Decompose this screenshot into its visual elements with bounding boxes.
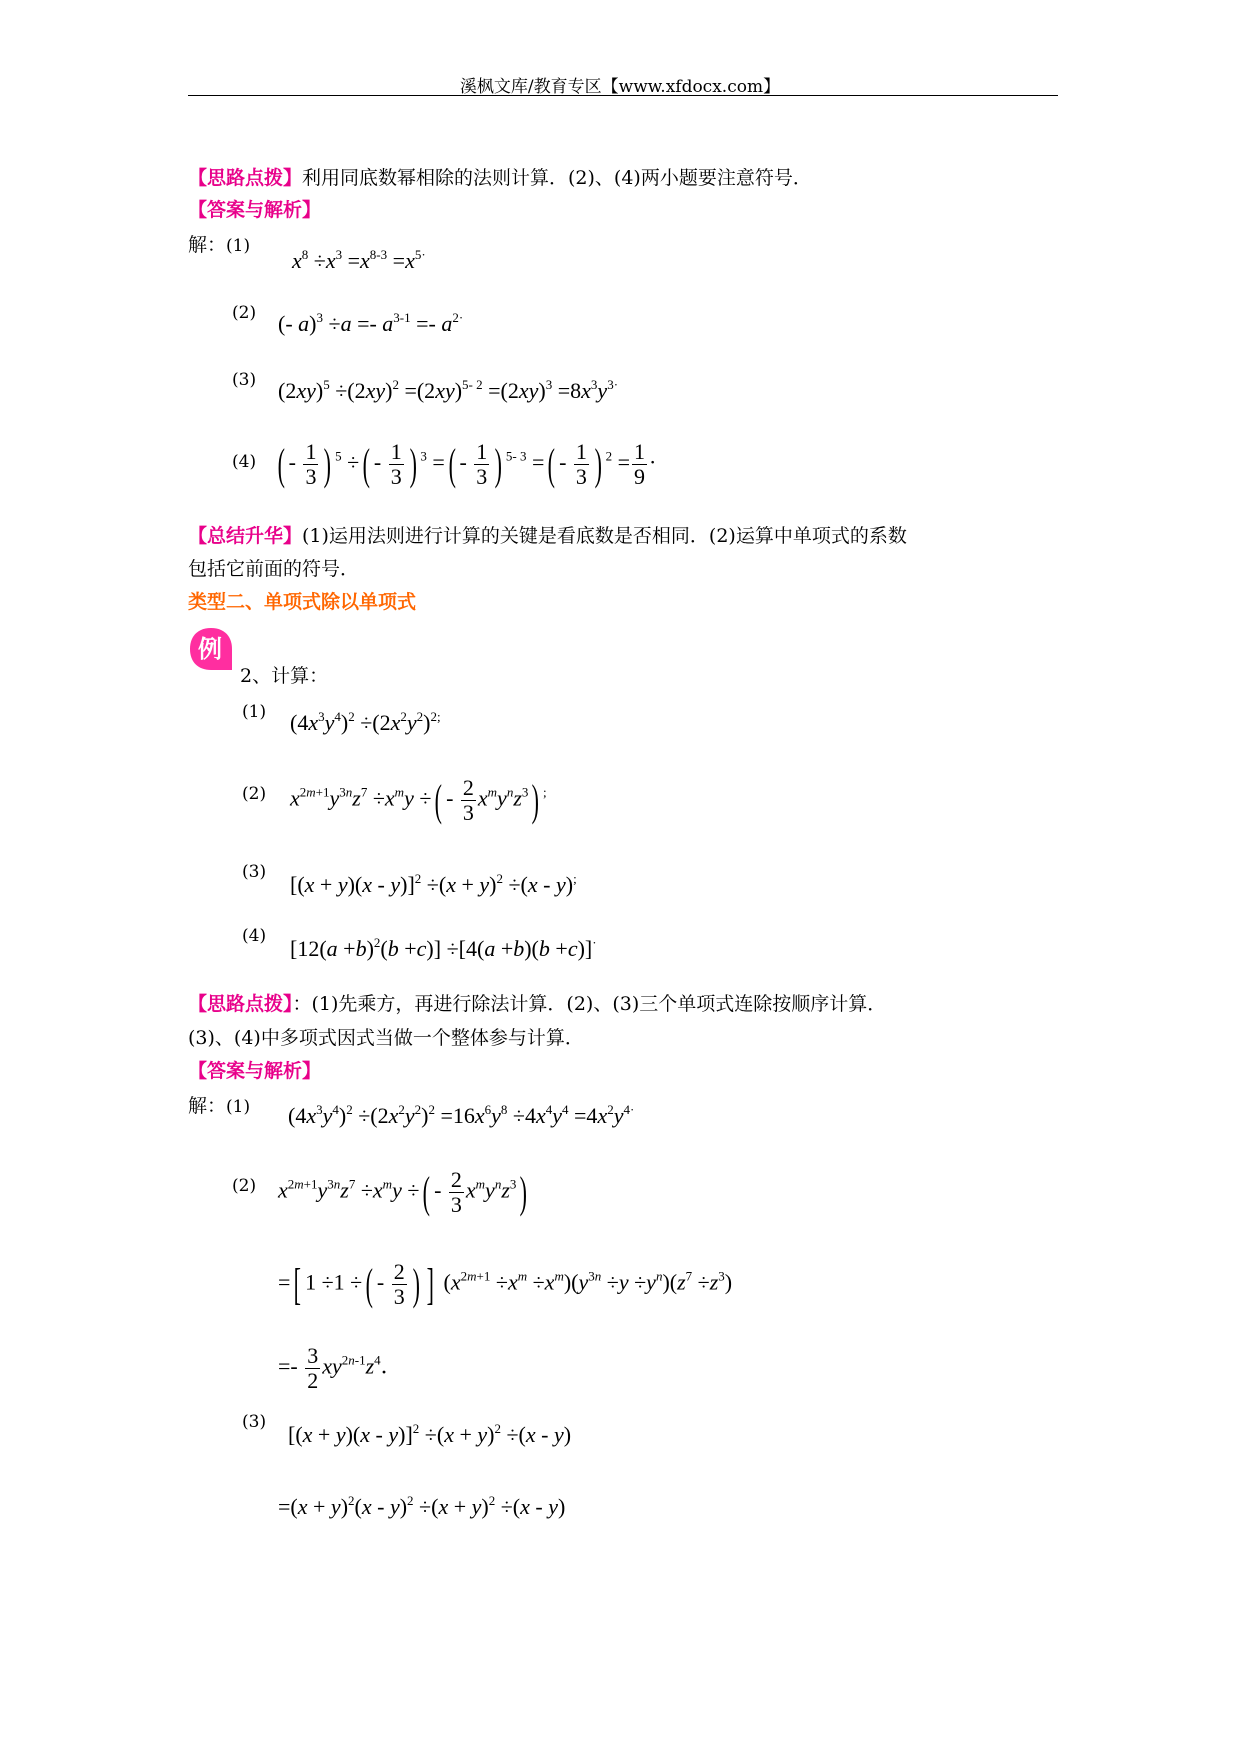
example-formula-3: $[(x + y)(x - y)]^2 \div(x + y)^2 \div(x - y)^;$ — [290, 871, 577, 897]
item-number: (1) — [226, 236, 251, 256]
answer-tag: 【答案与解析】 — [188, 199, 322, 221]
example-2-prompt: 2、计算： — [240, 665, 329, 687]
item-number: (2) — [232, 303, 257, 323]
solve-label: 解：(1) — [188, 234, 251, 256]
item-number: (2) — [232, 1176, 257, 1196]
answer-formula-2b: =[ 1 ÷1 ÷( - $\frac{2}{3}$ ) ] $(x^{2m+1} \div x^m \div x^m)(y^{3n} \div y \div y^n)(z^7 \div z^3)$ — [278, 1259, 733, 1309]
hint-tag: 【思路点拨】 — [188, 167, 303, 189]
example-formula-1: $(4x^3y^4)^2 \div(2x^2y^2)^{2;}$ — [290, 709, 441, 735]
hint-text: 利用同底数幂相除的法则计算．(2)、(4)两小题要注意符号． — [302, 167, 812, 189]
formula-1-4: ( - $\frac{1}{3}$ ) $^5$ ÷( - $\frac{1}{3}$ ) $^3$ =( - $\frac{1}{3}$ ) $^{5- 3}$ =( - $\frac{1}{3}$ ) $^2$ = $\frac{1}{9}$ · — [277, 439, 657, 489]
answer-tag: 【答案与解析】 — [188, 1060, 322, 1082]
type-2-title: 类型二、单项式除以单项式 — [188, 591, 417, 613]
item-number: (3) — [242, 862, 267, 882]
item-number: (1) — [226, 1097, 251, 1117]
header-divider — [188, 95, 1058, 96]
answer-formula-1: $(4x^3y^4)^2 \div(2x^2y^2)^2 =16x^6y^8 \div 4x^4y^4 =4x^2y^{4\cdot}$ — [288, 1102, 635, 1128]
example-badge-char: 例 — [198, 635, 222, 663]
example-formula-2: $x^{2m+1}y^{3n}z^7 \div x^my$ ÷( - $\frac{2}{3}$ $x^my^nz^3$) ; — [290, 775, 547, 825]
formula-1-1: $x^8 \div x^3 =x^{8-3} =x^{5\cdot}$ — [292, 247, 426, 273]
item-number: (4) — [232, 452, 257, 472]
item-number: (3) — [242, 1412, 267, 1432]
answer-formula-3a: $[(x + y)(x - y)]^2 \div(x + y)^2 \div(x - y)$ — [288, 1421, 572, 1447]
answer-formula-3b: $=(x + y)^2(x - y)^2 \div(x + y)^2 \div(x - y)$ — [278, 1493, 566, 1519]
answer-formula-2c: =- $\frac{3}{2}$ $xy^{2n-1}z^4$． — [278, 1343, 403, 1393]
answer-formula-2a: $x^{2m+1}y^{3n}z^7 \div x^my$ ÷( - $\frac{2}{3}$ $x^my^nz^3$) — [278, 1167, 528, 1217]
example-badge-icon — [188, 626, 234, 672]
item-number: (3) — [232, 370, 257, 390]
solve-label: 解：(1) — [188, 1095, 251, 1117]
hint-line-1 — [188, 164, 812, 192]
item-number: (2) — [242, 784, 267, 804]
summary-tag: 【总结升华】 — [188, 525, 303, 547]
example-formula-4: $[12(a +b)^2(b +c)] \div[4(a +b)(b +c)]^\cdot$ — [290, 935, 597, 961]
hint-text-1: ：(1)先乘方，再进行除法计算．(2)、(3)三个单项式连除按顺序计算． — [292, 993, 887, 1015]
formula-1-3: $(2xy)^5 \div(2xy)^2 =(2xy)^{5- 2} =(2xy)^3 =8x^3y^{3\cdot}$ — [278, 377, 619, 403]
item-number: (4) — [242, 926, 267, 946]
hint-text-2: (3)、(4)中多项式因式当做一个整体参与计算． — [188, 1027, 584, 1049]
summary-line-1 — [188, 522, 907, 550]
page-header: 溪枫文库/教育专区【www.xfdocx.com】 — [459, 77, 781, 97]
summary-text-1: (1)运用法则进行计算的关键是看底数是否相同．(2)运算中单项式的系数 — [302, 525, 907, 547]
hint-line-2 — [188, 990, 886, 1018]
summary-text-2: 包括它前面的符号． — [188, 558, 360, 580]
formula-1-2: (- $a)^3 \div a =- a^{3-1} =- a^{2\cdot}$ — [278, 310, 464, 336]
hint-tag: 【思路点拨】 — [188, 993, 293, 1015]
item-number: (1) — [242, 702, 267, 722]
